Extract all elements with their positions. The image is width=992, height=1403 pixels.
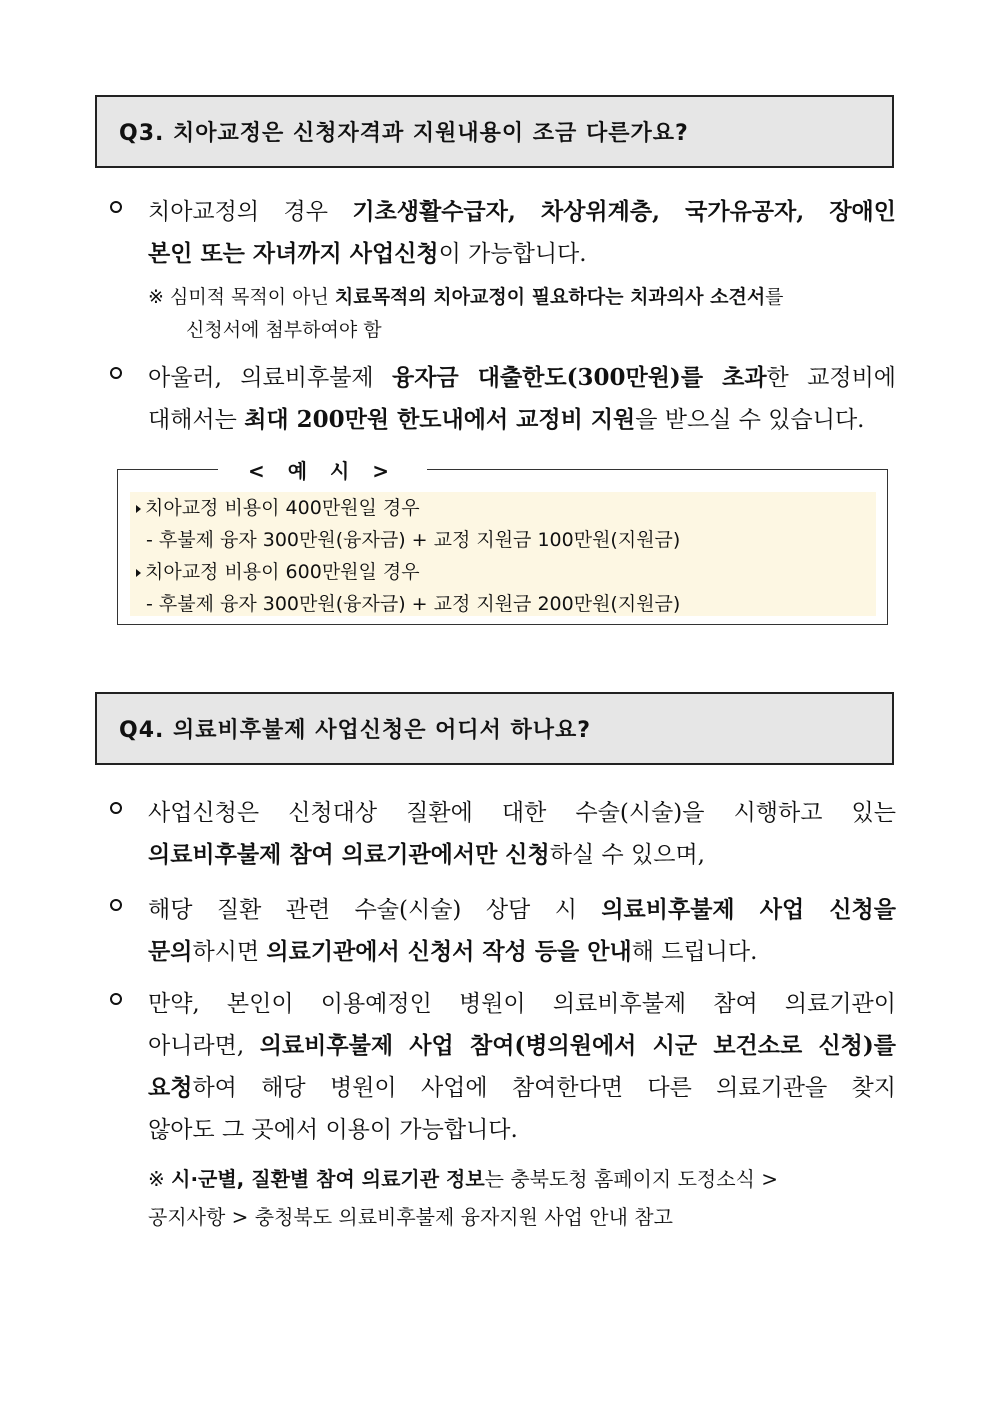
example-line: - 후불제 융자 300만원(융자금) + 교정 지원금 100만원(지원금) xyxy=(146,529,681,551)
q3-note: ※ 심미적 목적이 아닌 치료목적의 치아교정이 필요하다는 치과의사 소견서를 신청서에 첨부하여야 함 xyxy=(148,286,784,341)
circle-bullet-icon xyxy=(110,367,122,379)
triangle-bullet-icon xyxy=(136,569,141,577)
q3-title: Q3. 치아교정은 신청자격과 지원내용이 조금 다른가요? xyxy=(119,121,689,146)
q4-note: ※ 시·군별, 질환별 참여 의료기관 정보는 충북도청 홈페이지 도정소식 > 공지사항 > 충청북도 의료비후불제 융자지원 사업 안내 참고 xyxy=(148,1167,779,1229)
circle-bullet-icon xyxy=(110,802,122,814)
circle-bullet-icon xyxy=(110,899,122,911)
q4-title: Q4. 의료비후불제 사업신청은 어디서 하나요? xyxy=(119,718,592,743)
example-line: 치아교정 비용이 400만원일 경우 xyxy=(130,492,876,524)
example-box xyxy=(117,459,888,625)
circle-bullet-icon xyxy=(110,993,122,1005)
q4-paragraph-3: 만약, 본인이 이용예정인 병원이 의료비후불제 참여 의료기관이 아니라면, 의료비후불제 사업 참여(병의원에서 시군 보건소로 신청)를 요청하여 해당 병원이 사업에 참여한다면 다른 의료기관을 찾지 않아도 그 곳에서 이용이 가능합니다. xyxy=(110,983,896,1151)
q4-heading-box xyxy=(95,692,894,765)
q4-paragraph-1: 사업신청은 신청대상 질환에 대한 수술(시술)을 시행하고 있는 의료비후불제 참여 의료기관에서만 신청하실 수 있으며, xyxy=(110,792,896,876)
circle-bullet-icon xyxy=(110,201,122,213)
example-content xyxy=(130,492,876,616)
triangle-bullet-icon xyxy=(136,505,141,513)
q4-paragraph-2: 해당 질환 관련 수술(시술) 상담 시 의료비후불제 사업 신청을 문의하시면 의료기관에서 신청서 작성 등을 안내해 드립니다. xyxy=(110,889,896,973)
example-title: < 예 시 > xyxy=(218,455,427,484)
example-line: 치아교정 비용이 600만원일 경우 xyxy=(130,556,876,588)
q3-paragraph-2: 아울러, 의료비후불제 융자금 대출한도(300만원)를 초과한 교정비에 대해서는 최대 200만원 한도내에서 교정비 지원을 받으실 수 있습니다. xyxy=(110,357,896,441)
example-line: - 후불제 융자 300만원(융자금) + 교정 지원금 200만원(지원금) xyxy=(146,593,681,615)
q3-heading-box xyxy=(95,95,894,168)
q3-paragraph-1: 치아교정의 경우 기초생활수급자, 차상위계층, 국가유공자, 장애인 본인 또는 자녀까지 사업신청이 가능합니다. xyxy=(110,191,896,275)
